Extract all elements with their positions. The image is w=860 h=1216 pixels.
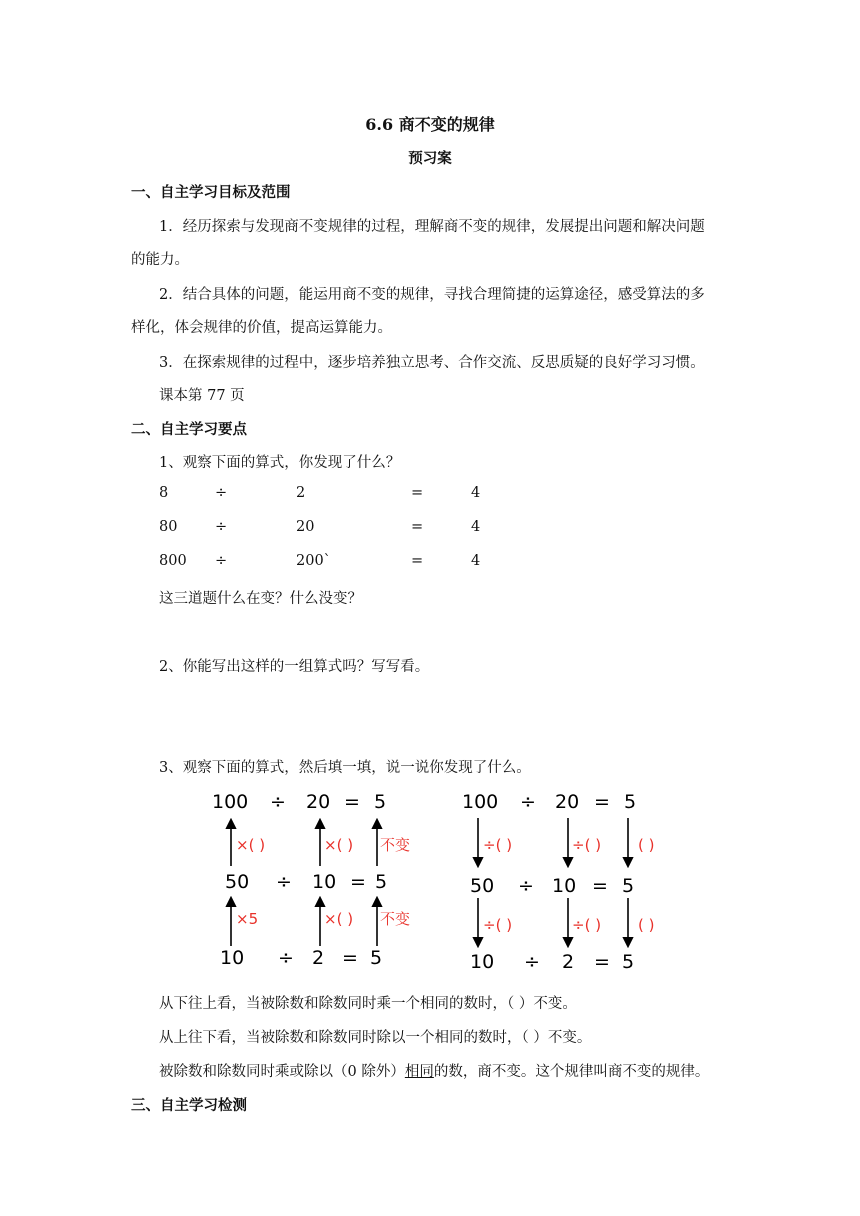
right-mid-op: ÷ [518,875,534,897]
right-label-upper-1: ÷( ) [483,836,513,854]
fill-in-1: 从下往上看，当被除数和除数同时乘一个相同的数时，（ ）不变。 [159,996,577,1012]
eq3-dividend: 800 [159,553,187,569]
eq3-divisor: 200` [296,553,331,569]
eq2-eq: = [411,519,424,535]
rule-underlined: 相同 [404,1064,434,1080]
right-label-upper-2: ÷( ) [572,836,602,854]
section1-heading: 一、自主学习目标及范围 [131,184,291,201]
right-mid-quotient: 5 [622,875,635,897]
right-label-lower-2: ÷( ) [572,916,602,934]
section2-heading: 二、自主学习要点 [131,421,247,438]
eq1-divisor: 2 [296,485,306,501]
eq3-quotient: 4 [471,553,481,569]
left-top-dividend: 100 [212,791,249,813]
right-label-upper-3: ( ) [638,836,655,854]
page-title: 6.6 商不变的规律 [365,115,495,134]
right-bot-eq: = [594,951,610,973]
left-label-lower-2: ×( ) [324,910,354,928]
left-label-upper-1: ×( ) [236,836,266,854]
eq1-quotient: 4 [471,485,481,501]
left-top-quotient: 5 [374,791,387,813]
rule-part-1: 被除数和除数同时乘或除以（0 除外） [159,1064,405,1080]
left-mid-dividend: 50 [225,871,250,893]
left-mid-divisor: 10 [312,871,337,893]
left-bot-op: ÷ [278,947,294,969]
left-mid-quotient: 5 [375,871,388,893]
right-top-divisor: 20 [555,791,580,813]
rule-statement [159,1060,709,1081]
right-label-lower-1: ÷( ) [483,916,513,934]
left-top-divisor: 20 [306,791,331,813]
textbook-page-ref: 课本第 77 页 [159,388,245,404]
left-bot-eq: = [342,947,358,969]
right-bot-divisor: 2 [562,951,575,973]
eq1-eq: = [411,485,424,501]
eq2-quotient: 4 [471,519,481,535]
left-mid-eq: = [350,871,366,893]
right-bot-quotient: 5 [622,951,635,973]
section3-heading: 三、自主学习检测 [131,1097,247,1114]
left-label-upper-3: 不变 [380,836,411,854]
eq3-op: ÷ [215,553,228,569]
goal-item-1-line2: 的能力。 [131,252,189,268]
left-top-eq: = [344,791,360,813]
question-1: 1、观察下面的算式，你发现了什么？ [159,455,401,471]
eq1-dividend: 8 [159,485,169,501]
question-2: 2、你能写出这样的一组算式吗？写写看。 [159,659,430,675]
right-top-quotient: 5 [624,791,637,813]
goal-item-2-line2: 样化，体会规律的价值，提高运算能力。 [131,320,392,336]
right-mid-divisor: 10 [552,875,577,897]
right-top-op: ÷ [520,791,536,813]
left-bot-dividend: 10 [220,947,245,969]
eq3-eq: = [411,553,424,569]
equation-table [0,485,860,585]
left-bot-divisor: 2 [312,947,325,969]
rule-part-2: 的数，商不变。这个规律叫商不变的规律。 [433,1064,710,1080]
eq2-divisor: 20 [296,519,315,535]
eq1-op: ÷ [215,485,228,501]
quotient-diagram [0,780,860,980]
left-label-upper-2: ×( ) [324,836,354,854]
left-bot-quotient: 5 [370,947,383,969]
right-bot-dividend: 10 [470,951,495,973]
page-subtitle: 预习案 [408,150,452,167]
left-mid-op: ÷ [276,871,292,893]
right-label-lower-3: ( ) [638,916,655,934]
question-1-follow: 这三道题什么在变？什么没变？ [159,591,362,607]
left-label-lower-1: ×5 [236,910,259,928]
right-top-eq: = [594,791,610,813]
right-mid-eq: = [592,875,608,897]
goal-item-2-line1: 2．结合具体的问题，能运用商不变的规律，寻找合理简捷的运算途径，感受算法的多 [159,287,705,303]
left-label-lower-3: 不变 [380,910,411,928]
goal-item-3: 3．在探索规律的过程中，逐步培养独立思考、合作交流、反思质疑的良好学习习惯。 [159,355,705,371]
right-top-dividend: 100 [462,791,499,813]
right-mid-dividend: 50 [470,875,495,897]
left-top-op: ÷ [270,791,286,813]
eq2-dividend: 80 [159,519,178,535]
goal-item-1-line1: 1．经历探索与发现商不变规律的过程，理解商不变的规律，发展提出问题和解决问题 [159,219,705,235]
eq2-op: ÷ [215,519,228,535]
fill-in-2: 从上往下看，当被除数和除数同时除以一个相同的数时，（ ）不变。 [159,1030,592,1046]
right-bot-op: ÷ [524,951,540,973]
question-3: 3、观察下面的算式，然后填一填，说一说你发现了什么。 [159,760,531,776]
